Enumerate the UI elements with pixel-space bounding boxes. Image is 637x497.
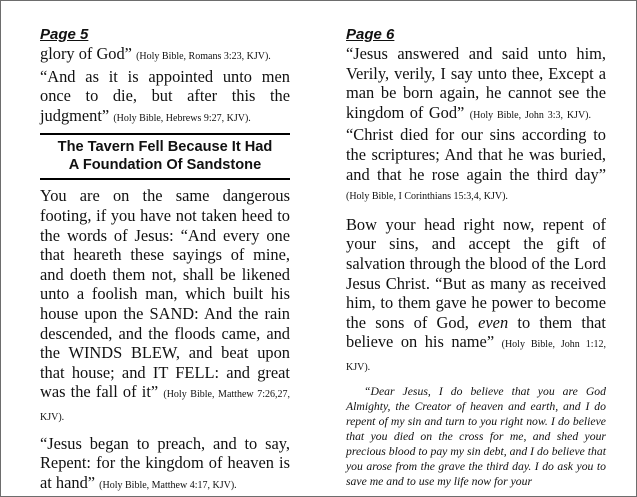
paragraph <box>346 215 606 378</box>
body-text: Bow your head right now, repent of your sins, and accept the gift of salvation through the blood of the Lord Jesus Christ. “But as many as received him, to them gave he power to become the sons of God, <box>346 214 606 332</box>
prayer-paragraph: “Dear Jesus, I do believe that you are God Almighty, the Creator of heaven and earth, and I do repent of my sin and turn to you right now. I do believe that you died on the cross for me, and shed your precious blood to pay my sin debt, and I do believe that you arose from the grave the third day. I do ask you to save me and to use my life now for your <box>346 384 606 488</box>
page-label: Page 5 <box>40 26 89 43</box>
right-page <box>346 26 606 489</box>
section-heading-line-2: A Foundation Of Sandstone <box>68 156 262 173</box>
italic-word: even <box>478 312 509 332</box>
paragraph <box>40 67 290 129</box>
citation: (Holy Bible, John 1:12, KJV). <box>346 339 606 373</box>
page-label: Page 6 <box>346 26 395 43</box>
paragraph <box>40 434 290 496</box>
scripture-text: “Jesus began to preach, and to say, Repent: for the kingdom of heaven is at hand” <box>40 433 290 492</box>
paragraph <box>40 44 290 67</box>
left-page <box>40 26 290 495</box>
citation: (Holy Bible, Matthew 7:26,27, KJV). <box>40 389 290 423</box>
scripture-text: glory of God” <box>40 44 132 63</box>
scripture-text: “Jesus answered and said unto him, Verily, verily, I say unto thee, Except a man be born again, he cannot see the kingdom of God” <box>346 44 606 122</box>
section-heading-line-1: The Tavern Fell Because It Had <box>57 139 273 156</box>
paragraph <box>346 44 606 207</box>
paragraph <box>40 186 290 427</box>
citation: (Holy Bible, I Corinthians 15:3,4, KJV). <box>346 191 508 203</box>
citation: (Holy Bible, Romans 3:23, KJV). <box>136 51 271 62</box>
citation: (Holy Bible, Hebrews 9:27, KJV). <box>113 112 251 124</box>
scripture-text: “Christ died for our sins according to the scriptures; And that he was buried, and that he rose again the third day” <box>346 125 606 184</box>
heading-rule-top <box>40 133 290 135</box>
citation: (Holy Bible, John 3:3, KJV). <box>469 109 591 121</box>
body-text: to them that believe on his name” <box>346 312 606 352</box>
citation: (Holy Bible, Matthew 4:17, KJV). <box>99 479 237 491</box>
heading-rule-bottom <box>40 178 290 180</box>
scripture-text: “And as it is appointed unto men once to die, but after this the judgment” <box>40 66 290 125</box>
body-text: You are on the same dangerous footing, if you have not taken heed to the words of Jesus: “And every one that heareth these sayings of mine, and doeth them not, shall be likened unto a foolish man, which built his house upon the SAND: And the rain descended, and the floods came, and the WINDS BLEW, and beat upon that house; and IT FELL: and great was the fall of it” <box>40 186 290 402</box>
